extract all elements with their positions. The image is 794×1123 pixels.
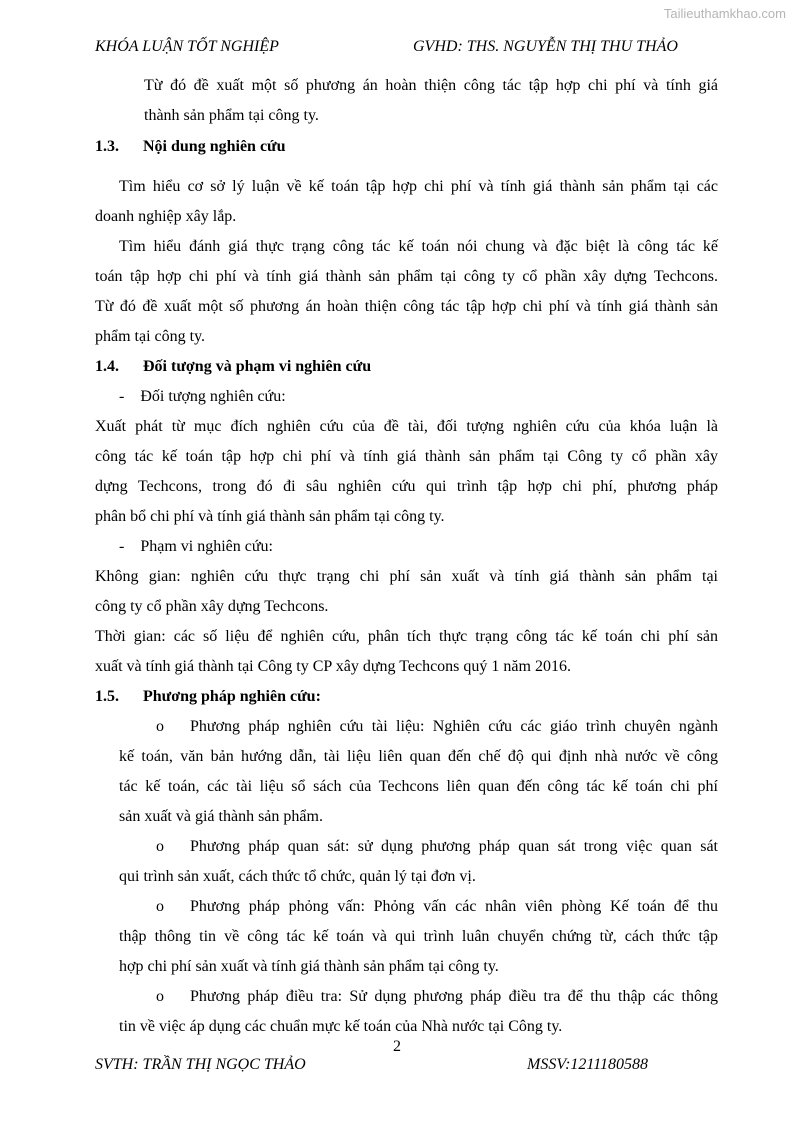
section-number: 1.5. (95, 688, 119, 705)
section-heading-1-5 (95, 687, 718, 707)
section-heading-1-3 (95, 137, 718, 157)
paragraph-line: Tìm hiểu đánh giá thực trạng công tác kế toán nói chung và đặc biệt là công tác kế (119, 238, 718, 255)
header-thesis-title: KHÓA LUẬN TỐT NGHIỆP (95, 38, 279, 55)
paragraph-line: xuất và tính giá thành tại Công ty CP xây dựng Techcons quý 1 năm 2016. (95, 658, 571, 675)
bullet-text: Phương pháp điều tra: Sử dụng phương pháp điều tra để thu thập các thông (190, 988, 718, 1005)
paragraph-line: công ty cổ phần xây dựng Techcons. (95, 598, 329, 615)
paragraph-line: Không gian: nghiên cứu thực trạng chi phí sản xuất và tính giá thành sản phẩm tại (95, 568, 718, 585)
section-number: 1.4. (95, 358, 119, 375)
paragraph-line: Từ đó đề xuất một số phương án hoàn thiện công tác tập hợp chi phí và tính giá (144, 77, 718, 94)
bullet-text: Phương pháp quan sát: sử dụng phương pháp quan sát trong việc quan sát (190, 838, 718, 855)
bullet-text: Phương pháp nghiên cứu tài liệu: Nghiên cứu các giáo trình chuyên ngành (190, 718, 718, 735)
footer-student-name: SVTH: TRẦN THỊ NGỌC THẢO (95, 1056, 306, 1073)
bullet-marker: o (156, 718, 164, 735)
bullet-item (156, 897, 718, 917)
section-title: Phương pháp nghiên cứu: (143, 688, 321, 705)
bullet-item (156, 717, 718, 737)
paragraph-line: dựng Techcons, trong đó đi sâu nghiên cứu qui trình tập hợp chi phí, phương pháp (95, 478, 718, 495)
paragraph-line: Tìm hiểu cơ sở lý luận về kế toán tập hợp chi phí và tính giá thành sản phẩm tại các (119, 178, 718, 195)
watermark-text: Tailieuthamkhao.com (663, 6, 786, 21)
paragraph-line: qui trình sản xuất, cách thức tổ chức, quản lý tại đơn vị. (119, 868, 476, 885)
bullet-marker: o (156, 898, 164, 915)
header-supervisor: GVHD: THS. NGUYỄN THỊ THU THẢO (413, 38, 678, 55)
paragraph-line: thành sản phẩm tại công ty. (144, 107, 319, 124)
section-title: Nội dung nghiên cứu (143, 138, 286, 155)
dash-item: - Đối tượng nghiên cứu: (119, 388, 286, 405)
paragraph-line: Từ đó đề xuất một số phương án hoàn thiện công tác tập hợp chi phí và tính giá thành sản (95, 298, 718, 315)
page-number: 2 (393, 1038, 401, 1055)
bullet-text: Phương pháp phỏng vấn: Phỏng vấn các nhân viên phòng Kế toán để thu (190, 898, 718, 915)
paragraph-line: thập thông tin về công tác kế toán và qui trình luân chuyển chứng từ, cách thức tập (119, 928, 718, 945)
paragraph-line: Xuất phát từ mục đích nghiên cứu của đề tài, đối tượng nghiên cứu của khóa luận là (95, 418, 718, 435)
paragraph-line: tin về việc áp dụng các chuẩn mực kế toán của Nhà nước tại Công ty. (119, 1018, 563, 1035)
section-number: 1.3. (95, 138, 119, 155)
footer-student-id: MSSV:1211180588 (527, 1056, 649, 1073)
paragraph-line: phân bổ chi phí và tính giá thành sản phẩm tại công ty. (95, 508, 445, 525)
paragraph-line: kế toán, văn bản hướng dẫn, tài liệu liên quan đến chế độ qui định nhà nước về công (119, 748, 718, 765)
section-title: Đối tượng và phạm vi nghiên cứu (143, 358, 372, 375)
paragraph-line: tác kế toán, các tài liệu sổ sách của Techcons liên quan đến công tác kế toán chi phí (119, 778, 718, 795)
bullet-item (156, 837, 718, 857)
paragraph-line: sản xuất và giá thành sản phẩm. (119, 808, 323, 825)
paragraph-line: doanh nghiệp xây lắp. (95, 208, 237, 225)
paragraph-line: công tác kế toán tập hợp chi phí và tính giá thành sản phẩm tại Công ty cổ phần xây (95, 448, 718, 465)
dash-item: - Phạm vi nghiên cứu: (119, 538, 273, 555)
bullet-marker: o (156, 838, 164, 855)
paragraph-line: phẩm tại công ty. (95, 328, 206, 345)
paragraph-line: toán tập hợp chi phí và tính giá thành sản phẩm tại công ty cổ phần xây dựng Techcons. (95, 268, 718, 285)
paragraph-line: hợp chi phí sản xuất và tính giá thành sản phẩm tại công ty. (119, 958, 499, 975)
bullet-marker: o (156, 988, 164, 1005)
section-heading-1-4 (95, 357, 718, 377)
paragraph-line: Thời gian: các số liệu để nghiên cứu, phân tích thực trạng công tác kế toán chi phí sản (95, 628, 718, 645)
bullet-item (156, 987, 718, 1007)
